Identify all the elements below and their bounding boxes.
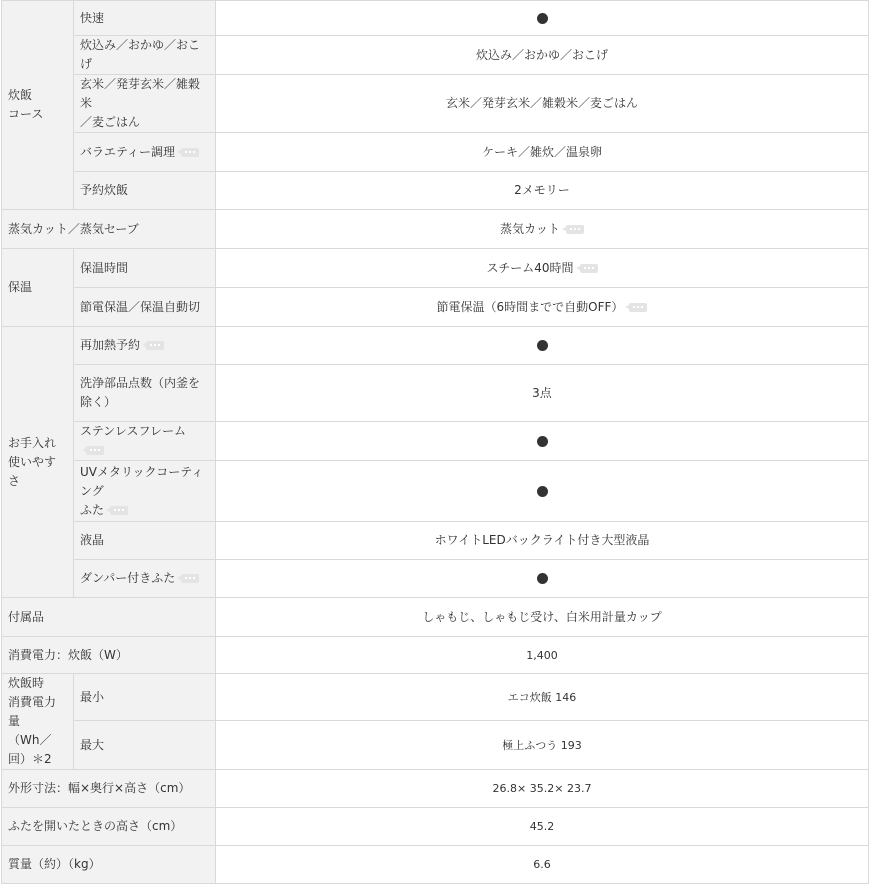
row-value-futa-takasa: 45.2 — [216, 808, 869, 846]
category-energy-consumption: 炊飯時 消費電力量 （Wh／ 回）＊2 — [2, 674, 74, 770]
row-value-setsuden — [216, 288, 869, 327]
supported-dot-icon — [537, 13, 548, 24]
row-label-uv — [74, 461, 216, 522]
row-value-damper — [216, 560, 869, 598]
table-row — [2, 1, 869, 36]
row-value-saisho: エコ炊飯 146 — [216, 674, 869, 721]
table-row — [2, 721, 869, 770]
row-value-stainless — [216, 422, 869, 461]
row-label-saikanetsu-text: 再加熱予約 — [80, 338, 141, 352]
row-value-gaikei: 26.8× 35.2× 23.7 — [216, 770, 869, 808]
category-keep-warm: 保温 — [2, 249, 74, 327]
supported-dot-icon — [537, 486, 548, 497]
row-value-steam-cut-text: 蒸気カット — [500, 221, 560, 236]
row-label-hoon-jikan: 保温時間 — [74, 249, 216, 288]
row-value-setsuden-text: 節電保温（6時間までで自動OFF） — [436, 299, 624, 314]
table-row — [2, 560, 869, 598]
row-value-shitsuryo: 6.6 — [216, 846, 869, 884]
supported-dot-icon — [537, 340, 548, 351]
note-balloon-icon[interactable] — [181, 574, 199, 583]
row-label-fuzokuhin: 付属品 — [2, 598, 216, 637]
table-row — [2, 327, 869, 365]
category-cooking-course: 炊飯 コース — [2, 1, 74, 210]
table-row — [2, 808, 869, 846]
supported-dot-icon — [537, 573, 548, 584]
row-label-takikomi: 炊込み／おかゆ／おこげ — [74, 36, 216, 75]
row-label-gaikei: 外形寸法：幅×奥行×高さ（cm） — [2, 770, 216, 808]
table-row — [2, 249, 869, 288]
row-value-yoyaku: 2メモリー — [216, 172, 869, 210]
row-label-yoyaku: 予約炊飯 — [74, 172, 216, 210]
table-row — [2, 846, 869, 884]
row-label-genmai: 玄米／発芽玄米／雑穀米 ／麦ごはん — [74, 75, 216, 133]
table-row — [2, 637, 869, 674]
row-label-shitsuryo: 質量（約）（kg） — [2, 846, 216, 884]
row-label-variety — [74, 133, 216, 172]
row-label-saisho: 最小 — [74, 674, 216, 721]
spec-table — [1, 0, 869, 884]
note-balloon-icon[interactable] — [629, 303, 647, 312]
row-label-ekisho: 液晶 — [74, 522, 216, 560]
table-row — [2, 288, 869, 327]
row-value-genmai: 玄米／発芽玄米／雑穀米／麦ごはん — [216, 75, 869, 133]
table-row — [2, 365, 869, 422]
row-label-senjo: 洗浄部品点数（内釜を除く） — [74, 365, 216, 422]
row-label-steam-cut: 蒸気カット／蒸気セーブ — [2, 210, 216, 249]
row-label-shohi-denryoku: 消費電力：炊飯（W） — [2, 637, 216, 674]
row-label-uv-text: UVメタリックコーティング ふた — [80, 464, 204, 517]
row-value-kaisoku — [216, 1, 869, 36]
row-value-senjo: 3点 — [216, 365, 869, 422]
table-row — [2, 133, 869, 172]
row-value-fuzokuhin: しゃもじ、しゃもじ受け、白米用計量カップ — [216, 598, 869, 637]
row-label-kaisoku: 快速 — [74, 1, 216, 36]
table-row — [2, 36, 869, 75]
note-balloon-icon[interactable] — [110, 506, 128, 515]
table-row — [2, 172, 869, 210]
supported-dot-icon — [537, 436, 548, 447]
table-row — [2, 210, 869, 249]
row-label-stainless — [74, 422, 216, 461]
row-value-takikomi: 炊込み／おかゆ／おこげ — [216, 36, 869, 75]
row-value-steam-cut — [216, 210, 869, 249]
note-balloon-icon[interactable] — [146, 341, 164, 350]
note-balloon-icon[interactable] — [86, 446, 104, 455]
row-label-variety-text: バラエティー調理 — [80, 144, 176, 159]
row-value-variety: ケーキ／雑炊／温泉卵 — [216, 133, 869, 172]
row-label-stainless-text: ステンレスフレーム — [80, 424, 187, 438]
row-label-damper — [74, 560, 216, 598]
row-label-damper-text: ダンパー付きふた — [80, 571, 176, 585]
row-value-hoon-jikan-text: スチーム40時間 — [486, 260, 574, 275]
note-balloon-icon[interactable] — [580, 264, 598, 273]
row-label-setsuden: 節電保温／保温自動切 — [74, 288, 216, 327]
table-row — [2, 674, 869, 721]
row-label-futa-takasa: ふたを開いたときの高さ（cm） — [2, 808, 216, 846]
row-value-shohi-denryoku: 1,400 — [216, 637, 869, 674]
row-value-saidai: 極上ふつう 193 — [216, 721, 869, 770]
table-row — [2, 598, 869, 637]
table-row — [2, 461, 869, 522]
note-balloon-icon[interactable] — [181, 148, 199, 157]
row-label-saidai: 最大 — [74, 721, 216, 770]
row-value-ekisho: ホワイトLEDバックライト付き大型液晶 — [216, 522, 869, 560]
row-value-hoon-jikan — [216, 249, 869, 288]
category-care-usability: お手入れ 使いやすさ — [2, 327, 74, 598]
table-row — [2, 770, 869, 808]
table-row — [2, 422, 869, 461]
note-balloon-icon[interactable] — [566, 225, 584, 234]
row-value-uv — [216, 461, 869, 522]
table-row — [2, 522, 869, 560]
table-row — [2, 75, 869, 133]
row-value-saikanetsu — [216, 327, 869, 365]
row-label-saikanetsu — [74, 327, 216, 365]
